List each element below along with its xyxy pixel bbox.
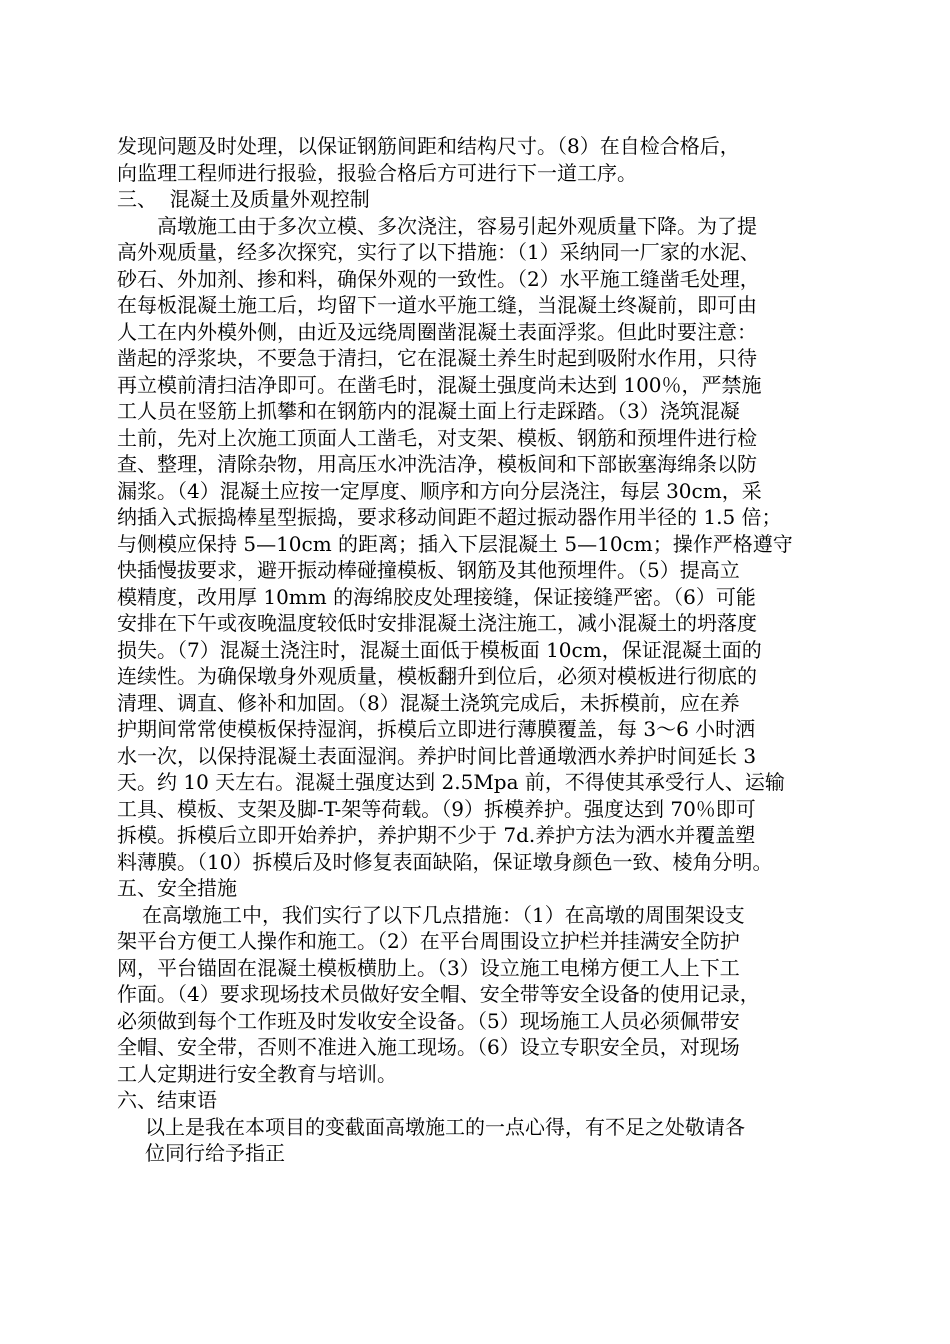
paragraph-line: 连续性。为确保墩身外观质量，模板翻升到位后，必须对模板进行彻底的 — [117, 664, 757, 688]
paragraph-line: 清理、调直、修补和加固。（8）混凝土浇筑完成后，未拆模前，应在养 — [117, 690, 740, 715]
section-heading: 五、安全措施 — [117, 876, 237, 900]
paragraph-line: 网，平台锚固在混凝土模板横肋上。（3）设立施工电梯方便工人上下工 — [117, 955, 740, 980]
paragraph-line: 快插慢拔要求，避开振动棒碰撞模板、钢筋及其他预埋件。（5）提高立 — [117, 558, 740, 582]
paragraph-line: 以上是我在本项目的变截面高墩施工的一点心得，有不足之处敬请各 — [145, 1114, 745, 1139]
paragraph-line: 高墩施工由于多次立模、多次浇注，容易引起外观质量下降。为了提 — [157, 213, 757, 238]
paragraph-line: 纳插入式振捣棒星型振捣，要求移动间距不超过振动器作用半径的 1.5 倍； — [117, 505, 782, 529]
section-heading: 三、 混凝土及质量外观控制 — [117, 187, 370, 211]
paragraph-line: 损失。（7）混凝土浇注时，混凝土面低于模板面 10cm，保证混凝土面的 — [117, 637, 762, 662]
paragraph-line: 位同行给予指正 — [145, 1141, 285, 1165]
paragraph-line: 必须做到每个工作班及时发收安全设备。（5）现场施工人员必须佩带安 — [117, 1008, 740, 1033]
paragraph-line: 向监理工程师进行报验，报验合格后方可进行下一道工序。 — [117, 160, 637, 185]
paragraph-line: 高外观质量，经多次探究，实行了以下措施：（1）采纳同一厂家的水泥、 — [117, 240, 760, 264]
paragraph-line: 土前，先对上次施工顶面人工凿毛，对支架、模板、钢筋和预埋件进行检 — [117, 425, 757, 450]
paragraph-line: 护期间常常使模板保持湿润，拆模后立即进行薄膜覆盖，每 3～6 小时洒 — [117, 717, 756, 741]
paragraph-line: 工人员在竖筋上抓攀和在钢筋内的混凝土面上行走踩踏。（3）浇筑混凝 — [117, 399, 740, 423]
paragraph-line: 架平台方便工人操作和施工。（2）在平台周围设立护栏并挂满安全防护 — [117, 929, 740, 953]
paragraph-line: 工人定期进行安全教育与培训。 — [117, 1061, 397, 1086]
paragraph-line: 拆模。拆模后立即开始养护，养护期不少于 7d.养护方法为洒水并覆盖塑 — [117, 823, 756, 847]
paragraph-line: 模精度，改用厚 10mm 的海绵胶皮处理接缝，保证接缝严密。（6）可能 — [117, 584, 756, 609]
paragraph-line: 在每板混凝土施工后，均留下一道水平施工缝，当混凝土终凝前，即可由 — [117, 293, 757, 317]
paragraph-line: 凿起的浮浆块，不要急于清扫，它在混凝土养生时起到吸附水作用，只待 — [117, 346, 757, 370]
paragraph-line: 查、整理，清除杂物，用高压水冲洗洁净，模板间和下部嵌塞海绵条以防 — [117, 452, 757, 476]
paragraph-line: 工具、模板、支架及脚-T-架等荷载。（9）拆模养护。强度达到 70％即可 — [117, 796, 756, 821]
paragraph-line: 砂石、外加剂、掺和料，确保外观的一致性。（2）水平施工缝凿毛处理， — [117, 266, 760, 291]
paragraph-line: 再立模前清扫洁净即可。在凿毛时，混凝土强度尚未达到 100％，严禁施 — [117, 372, 762, 397]
paragraph-line: 发现问题及时处理，以保证钢筋间距和结构尺寸。（8）在自检合格后， — [117, 134, 740, 158]
paragraph-line: 在高墩施工中，我们实行了以下几点措施：（1）在高墩的周围架设支 — [142, 902, 745, 927]
paragraph-line: 安排在下午或夜晚温度较低时安排混凝土浇注施工，减小混凝土的坍落度 — [117, 611, 757, 635]
paragraph-line: 全帽、安全带，否则不准进入施工现场。（6）设立专职安全员，对现场 — [117, 1035, 740, 1059]
paragraph-line: 作面。（4）要求现场技术员做好安全帽、安全带等安全设备的使用记录， — [117, 982, 760, 1006]
paragraph-line: 漏浆。（4）混凝土应按一定厚度、顺序和方向分层浇注，每层 30cm，采 — [117, 478, 762, 503]
paragraph-line: 天。约 10 天左右。混凝土强度达到 2.5Mpa 前，不得使其承受行人、运输 — [117, 770, 785, 794]
paragraph-line: 料薄膜。（10）拆模后及时修复表面缺陷，保证墩身颜色一致、棱角分明。 — [117, 849, 773, 874]
paragraph-line: 与侧模应保持 5—10cm 的距离；插入下层混凝土 5—10cm；操作严格遵守 — [117, 531, 793, 556]
paragraph-line: 水一次，以保持混凝土表面湿润。养护时间比普通墩洒水养护时间延长 3 — [117, 743, 757, 768]
paragraph-line: 人工在内外模外侧，由近及远绕周圈凿混凝土表面浮浆。但此时要注意： — [117, 319, 757, 344]
document-body — [117, 133, 847, 1167]
section-heading: 六、结束语 — [117, 1088, 217, 1112]
